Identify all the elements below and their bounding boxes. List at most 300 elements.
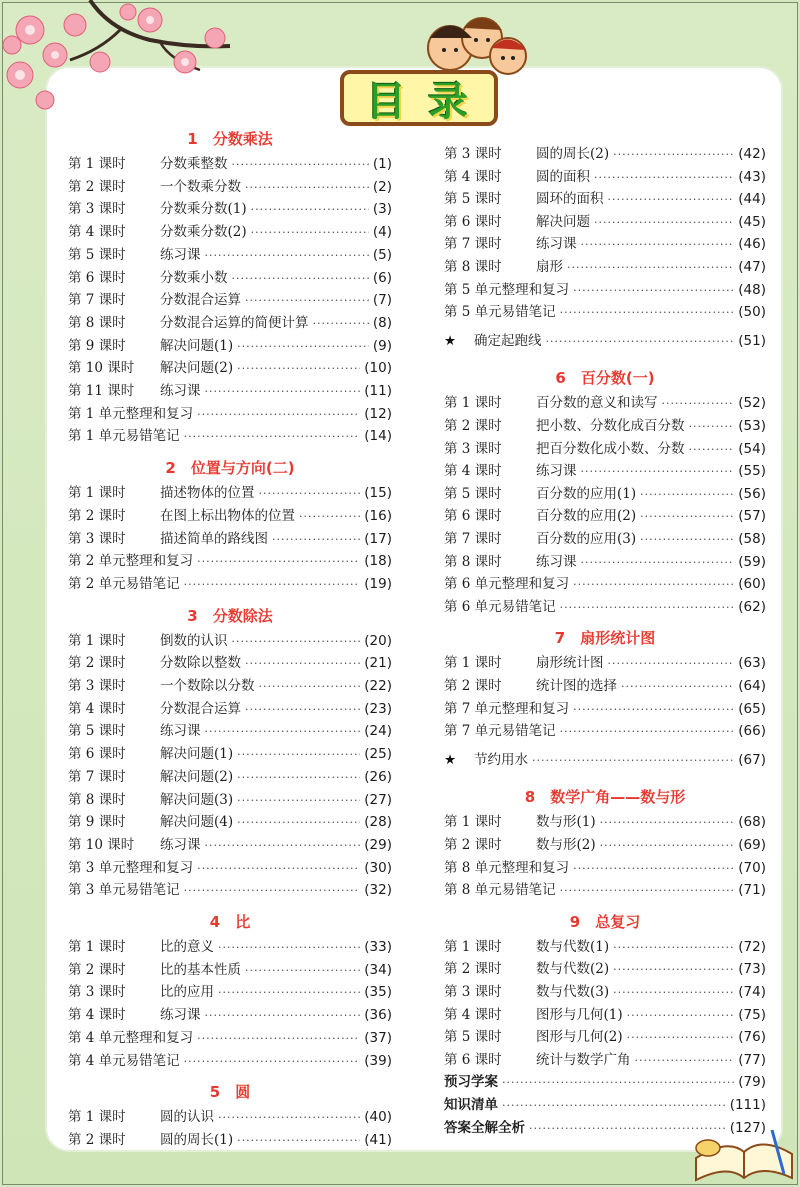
entry-lesson: 第 6 课时 [68, 746, 126, 763]
page-number: (111) [729, 1097, 766, 1113]
entry-lesson: 第 8 课时 [444, 553, 502, 570]
toc-entry[interactable] [444, 439, 766, 459]
page-number: (76) [738, 1029, 766, 1046]
toc-entry[interactable] [68, 880, 392, 900]
toc-entry[interactable] [444, 653, 766, 673]
entry-lesson: 第 6 单元整理和复习 [444, 576, 570, 593]
entry-title: 百分数的应用(1) [536, 485, 637, 502]
entry-lesson: 第 6 课时 [68, 269, 126, 286]
toc-entry[interactable] [68, 506, 392, 526]
toc-entry[interactable] [68, 767, 392, 787]
leader-dots [245, 654, 360, 674]
toc-entry[interactable] [68, 177, 392, 197]
entry-lesson: 第 4 单元易错笔记 [68, 1052, 180, 1069]
page-number: (25) [364, 746, 392, 763]
leader-dots [640, 485, 734, 505]
leader-dots [237, 791, 360, 811]
leader-dots [502, 1096, 726, 1116]
leader-dots [232, 632, 361, 652]
entry-lesson: 第 6 课时 [444, 508, 502, 525]
page-number: (28) [364, 814, 392, 831]
page-number: (127) [729, 1119, 766, 1136]
star-icon: ★ [444, 332, 457, 349]
entry-lesson: 第 1 课时 [68, 632, 126, 649]
leader-dots [251, 200, 369, 220]
entry-lesson: 第 2 课时 [444, 678, 502, 694]
title-char-2: 录 [428, 78, 472, 125]
leader-dots [237, 813, 360, 833]
page-number: (62) [738, 598, 766, 615]
toc-entry[interactable] [444, 1050, 766, 1070]
leader-dots [272, 530, 360, 550]
entry-lesson: 第 3 课时 [444, 146, 502, 162]
entry-lesson: 第 11 课时 [68, 383, 135, 399]
page-number: (17) [364, 530, 392, 547]
entry-lesson: 第 4 课时 [68, 224, 126, 241]
toc-entry[interactable] [444, 1072, 766, 1092]
entry-lesson: 第 2 单元易错笔记 [68, 575, 180, 592]
entry-lesson: 第 8 课时 [444, 259, 502, 275]
toc-entry[interactable] [444, 750, 766, 770]
entry-lesson: 第 7 课时 [444, 531, 502, 547]
toc-entry[interactable] [444, 937, 766, 957]
page-number: (73) [738, 961, 766, 978]
toc-entry[interactable] [68, 631, 392, 651]
entry-title: 分数乘整数 [160, 156, 228, 172]
leader-dots [197, 859, 360, 879]
entry-lesson: 第 5 课时 [444, 485, 502, 502]
toc-entry[interactable] [68, 574, 392, 594]
leader-dots [205, 836, 361, 856]
toc-entry[interactable] [68, 381, 392, 401]
toc-entry[interactable] [68, 812, 392, 832]
toc-entry[interactable] [444, 416, 766, 436]
entry-title: 解决问题(2) [160, 360, 234, 377]
entry-title: 统计图的选择 [536, 678, 617, 694]
leader-dots [197, 1029, 360, 1049]
entry-title: 分数乘小数 [160, 269, 228, 286]
entry-lesson: 第 2 课时 [68, 961, 126, 978]
toc-entry[interactable] [444, 212, 766, 232]
page-number: (59) [738, 553, 766, 570]
leader-dots [627, 1028, 735, 1048]
entry-title: 统计与数学广角 [536, 1051, 631, 1068]
section-heading: 8 数学广角——数与形 [524, 788, 686, 807]
leader-dots [627, 1006, 735, 1026]
toc-entry[interactable] [444, 393, 766, 413]
entry-title: 确定起跑线 [474, 332, 542, 349]
page-number: (8) [372, 314, 392, 331]
toc-entry[interactable] [68, 858, 392, 878]
entry-title: 数与代数(3) [536, 984, 610, 1000]
toc-entry[interactable] [444, 461, 766, 481]
entry-title: 百分数的应用(2) [536, 508, 637, 525]
toc-entry[interactable] [444, 484, 766, 504]
entry-lesson: 第 5 单元易错笔记 [444, 304, 556, 321]
entry-lesson: 第 10 课时 [68, 836, 135, 853]
toc-entry[interactable] [68, 721, 392, 741]
toc-entry[interactable] [68, 1051, 392, 1071]
page-number: (1) [372, 156, 392, 172]
toc-entry[interactable] [68, 1107, 392, 1127]
leader-dots [600, 836, 735, 856]
toc-entry[interactable] [444, 880, 766, 900]
entry-title: 比的意义 [160, 939, 214, 955]
leader-dots [184, 575, 361, 595]
section-heading: 4 比 [209, 913, 251, 931]
toc-entry[interactable] [68, 1130, 392, 1150]
toc-entry[interactable] [444, 506, 766, 526]
leader-dots [573, 700, 734, 720]
leader-dots [621, 677, 734, 697]
page-number: (24) [364, 723, 392, 740]
entry-lesson: 第 3 课时 [68, 201, 126, 218]
toc-entry[interactable] [444, 167, 766, 187]
entry-lesson: 第 3 课时 [444, 984, 502, 1000]
entry-title: 百分数的应用(3) [536, 531, 637, 547]
leader-dots [640, 530, 734, 550]
toc-entry[interactable] [444, 982, 766, 1002]
page-number: (66) [738, 723, 766, 740]
toc-entry[interactable] [68, 426, 392, 446]
page-number: (26) [364, 768, 392, 785]
leader-dots [613, 938, 734, 958]
toc-entry[interactable] [68, 245, 392, 265]
entry-lesson: 第 2 课时 [444, 837, 502, 853]
page-number: (35) [364, 984, 392, 1001]
entry-lesson: 第 2 课时 [444, 418, 502, 434]
toc-entry[interactable] [444, 597, 766, 617]
toc-entry[interactable] [68, 1005, 392, 1025]
page-number: (47) [738, 259, 766, 275]
leader-dots [237, 337, 369, 357]
toc-entry[interactable] [444, 676, 766, 696]
page-number: (34) [364, 961, 392, 978]
leader-dots [613, 145, 734, 165]
leader-dots [245, 291, 369, 311]
page-number: (57) [738, 508, 766, 525]
entry-title: 解决问题(3) [160, 791, 234, 808]
page-number: (50) [738, 304, 766, 321]
leader-dots [573, 575, 734, 595]
toc-entry[interactable] [68, 268, 392, 288]
page-number: (77) [738, 1051, 766, 1068]
entry-lesson: 第 2 课时 [68, 655, 126, 672]
toc-entry[interactable] [444, 721, 766, 741]
leader-dots [581, 462, 735, 482]
page-number: (42) [738, 146, 766, 162]
leader-dots [237, 1131, 360, 1151]
entry-title: 圆环的面积 [536, 191, 604, 208]
page-number: (12) [364, 405, 392, 422]
entry-lesson: 第 5 课时 [444, 1029, 502, 1046]
page-number: (15) [364, 485, 392, 502]
toc-entry[interactable] [444, 1027, 766, 1047]
leader-dots [560, 598, 735, 618]
page-number: (37) [364, 1029, 392, 1046]
toc-entry[interactable] [68, 483, 392, 503]
toc-entry[interactable] [68, 699, 392, 719]
entry-lesson: 第 8 单元整理和复习 [444, 859, 570, 876]
entry-title: 图形与几何(2) [536, 1029, 623, 1046]
entry-title: 比的应用 [160, 984, 214, 1001]
toc-entry[interactable] [444, 574, 766, 594]
toc-entry[interactable] [68, 358, 392, 378]
toc-entry[interactable] [68, 551, 392, 571]
toc-entry[interactable] [68, 290, 392, 310]
page-number: (51) [738, 332, 766, 349]
leader-dots [205, 246, 369, 266]
entry-title: 分数混合运算的简便计算 [160, 314, 309, 331]
page-number: (68) [738, 814, 766, 831]
entry-lesson: 第 2 单元整理和复习 [68, 553, 194, 570]
page-number: (6) [372, 269, 392, 286]
page-number: (74) [738, 984, 766, 1000]
toc-entry[interactable] [68, 676, 392, 696]
page-number: (54) [738, 440, 766, 457]
leader-dots [635, 1051, 735, 1071]
page-number: (3) [372, 201, 392, 218]
leader-dots [532, 751, 734, 771]
entry-lesson: 第 3 课时 [68, 678, 126, 694]
entry-title: 比的基本性质 [160, 961, 241, 978]
page-number: (27) [364, 791, 392, 808]
toc-entry[interactable] [444, 1095, 766, 1115]
page-number: (75) [738, 1006, 766, 1023]
page-number: (20) [364, 632, 392, 649]
entry-lesson: 第 3 课时 [68, 984, 126, 1001]
leader-dots [573, 281, 734, 301]
entry-title: 圆的周长(1) [160, 1131, 234, 1148]
toc-entry[interactable] [444, 812, 766, 832]
star-icon: ★ [444, 751, 457, 768]
toc-entry[interactable] [68, 744, 392, 764]
leader-dots [184, 881, 361, 901]
page-number: (16) [364, 507, 392, 524]
entry-title: 分数乘分数(2) [160, 224, 247, 241]
section-heading: 3 分数除法 [187, 606, 273, 625]
toc-entry[interactable] [68, 313, 392, 333]
leader-dots [689, 440, 735, 460]
leader-dots [581, 235, 735, 255]
entry-title: 练习课 [160, 836, 201, 853]
entry-lesson: 第 6 课时 [444, 1051, 502, 1068]
toc-entry[interactable] [68, 154, 392, 174]
leader-dots [313, 314, 369, 334]
leader-dots [529, 1119, 726, 1139]
leader-dots [218, 1108, 360, 1128]
page-number: (5) [372, 246, 392, 263]
leader-dots [205, 382, 361, 402]
entry-title: 一个数乘分数 [160, 178, 241, 195]
leader-dots [581, 553, 735, 573]
page-number: (18) [364, 553, 392, 570]
leader-dots [245, 961, 360, 981]
page-number: (43) [738, 168, 766, 185]
section-heading: 5 圆 [209, 1083, 251, 1102]
entry-lesson: 第 7 单元整理和复习 [444, 700, 570, 717]
page-number: (63) [738, 655, 766, 672]
entry-lesson: 第 4 课时 [68, 700, 126, 717]
toc-entry[interactable] [68, 336, 392, 356]
toc-entry[interactable] [68, 937, 392, 957]
entry-title: 练习课 [160, 723, 201, 740]
entry-title: 圆的周长(2) [536, 146, 610, 162]
page-number: (30) [364, 859, 392, 876]
page-number: (41) [364, 1131, 392, 1148]
entry-lesson: 第 4 课时 [444, 168, 502, 185]
toc-entry[interactable] [68, 529, 392, 549]
entry-lesson: 第 10 课时 [68, 360, 135, 377]
page-number: (7) [372, 292, 392, 309]
page-number: (33) [364, 939, 392, 955]
leader-dots [662, 394, 735, 414]
entry-title: 把百分数化成小数、分数 [536, 440, 685, 457]
leader-dots [613, 960, 734, 980]
toc-entry[interactable] [68, 222, 392, 242]
leader-dots [232, 269, 369, 289]
entry-lesson: 第 1 课时 [444, 395, 502, 412]
leader-dots [608, 190, 735, 210]
entry-title: 扇形 [536, 259, 563, 275]
leader-dots [613, 983, 734, 1003]
entry-lesson: 第 5 课时 [444, 191, 502, 208]
entry-title: 练习课 [160, 383, 201, 399]
toc-entry[interactable] [68, 404, 392, 424]
entry-title: 圆的面积 [536, 168, 590, 185]
entry-title: 百分数的意义和读写 [536, 395, 658, 412]
entry-lesson: 第 1 单元整理和复习 [68, 405, 194, 422]
leader-dots [218, 983, 360, 1003]
toc-entry[interactable] [444, 144, 766, 164]
entry-lesson: 第 2 课时 [68, 507, 126, 524]
page-number: (11) [364, 383, 392, 399]
toc-entry[interactable] [68, 835, 392, 855]
leader-dots [502, 1073, 734, 1093]
entry-title: 解决问题(4) [160, 814, 234, 831]
toc-entry[interactable] [444, 552, 766, 572]
page-number: (52) [738, 395, 766, 412]
entry-lesson: 知识清单 [444, 1097, 498, 1113]
toc-entry[interactable] [444, 189, 766, 209]
cherry-blossom-icon [0, 0, 260, 130]
section-heading: 1 分数乘法 [187, 130, 273, 148]
page-number: (53) [738, 418, 766, 434]
leader-dots [184, 427, 361, 447]
toc-entry[interactable] [444, 1005, 766, 1025]
entry-lesson: 第 9 课时 [68, 337, 126, 354]
page-number: (4) [372, 224, 392, 241]
entry-lesson: 第 9 课时 [68, 814, 126, 831]
entry-title: 分数乘分数(1) [160, 201, 247, 218]
entry-title: 在图上标出物体的位置 [160, 507, 295, 524]
entry-lesson: 第 2 课时 [68, 178, 126, 195]
toc-entry[interactable] [444, 257, 766, 277]
entry-lesson: 第 4 课时 [68, 1007, 126, 1024]
toc-entry[interactable] [444, 302, 766, 322]
leader-dots [197, 405, 360, 425]
entry-title: 练习课 [536, 236, 577, 253]
toc-entry[interactable] [444, 1118, 766, 1138]
toc-entry[interactable] [444, 835, 766, 855]
entry-lesson: 第 2 课时 [68, 1131, 126, 1148]
entry-title: 解决问题(2) [160, 768, 234, 785]
entry-title: 节约用水 [474, 751, 528, 768]
leader-dots [251, 223, 369, 243]
entry-title: 解决问题(1) [160, 337, 234, 354]
page-number: (69) [738, 837, 766, 853]
entry-lesson: 第 1 课时 [68, 1109, 126, 1126]
leader-dots [205, 1006, 361, 1026]
leader-dots [197, 552, 360, 572]
entry-lesson: 第 4 课时 [444, 1006, 502, 1023]
toc-entry[interactable] [68, 790, 392, 810]
entry-lesson: 预习学案 [444, 1074, 498, 1091]
leader-dots [567, 258, 734, 278]
entry-title: 练习课 [536, 553, 577, 570]
page-number: (72) [738, 938, 766, 955]
page-number: (60) [738, 576, 766, 593]
entry-lesson: 第 7 课时 [68, 292, 126, 309]
page-number: (45) [738, 213, 766, 230]
page-number: (65) [738, 700, 766, 717]
page-number: (14) [364, 428, 392, 445]
entry-title: 描述简单的路线图 [160, 530, 268, 547]
toc-entry[interactable] [444, 280, 766, 300]
page-title [340, 62, 498, 128]
toc-entry[interactable] [444, 699, 766, 719]
entry-title: 数与代数(1) [536, 938, 610, 955]
page-number: (32) [364, 882, 392, 899]
leader-dots [608, 654, 735, 674]
entry-lesson: 第 7 课时 [68, 768, 126, 785]
entry-lesson: 第 1 课时 [68, 939, 126, 955]
leader-dots [232, 155, 369, 175]
toc-entry[interactable] [68, 982, 392, 1002]
leader-dots [560, 881, 735, 901]
toc-entry[interactable] [68, 653, 392, 673]
entry-title: 圆的认识 [160, 1109, 214, 1126]
leader-dots [237, 768, 360, 788]
leader-dots [205, 722, 361, 742]
toc-entry[interactable] [68, 199, 392, 219]
toc-entry[interactable] [68, 1028, 392, 1048]
toc-entry[interactable] [444, 331, 766, 351]
toc-entry[interactable] [444, 858, 766, 878]
entry-title: 一个数除以分数 [160, 678, 255, 694]
entry-lesson: 第 3 单元整理和复习 [68, 859, 194, 876]
leader-dots [184, 1052, 361, 1072]
entry-lesson: 第 4 单元整理和复习 [68, 1029, 194, 1046]
entry-lesson: 第 1 单元易错笔记 [68, 428, 180, 445]
entry-lesson: 第 3 课时 [68, 530, 126, 547]
page-number: (48) [738, 281, 766, 298]
page-number: (55) [738, 463, 766, 480]
page-number: (21) [364, 655, 392, 672]
entry-lesson: 第 8 课时 [68, 791, 126, 808]
entry-lesson: 第 7 课时 [444, 236, 502, 253]
toc-entry[interactable] [444, 234, 766, 254]
toc-entry[interactable] [444, 529, 766, 549]
toc-entry[interactable] [68, 960, 392, 980]
page-number: (79) [738, 1074, 766, 1091]
entry-lesson: 第 2 课时 [444, 961, 502, 978]
toc-entry[interactable] [444, 959, 766, 979]
title-char-1: 目 [366, 78, 410, 125]
entry-title: 数与形(2) [536, 837, 596, 853]
page-number: (46) [738, 236, 766, 253]
page-number: (22) [364, 678, 392, 694]
